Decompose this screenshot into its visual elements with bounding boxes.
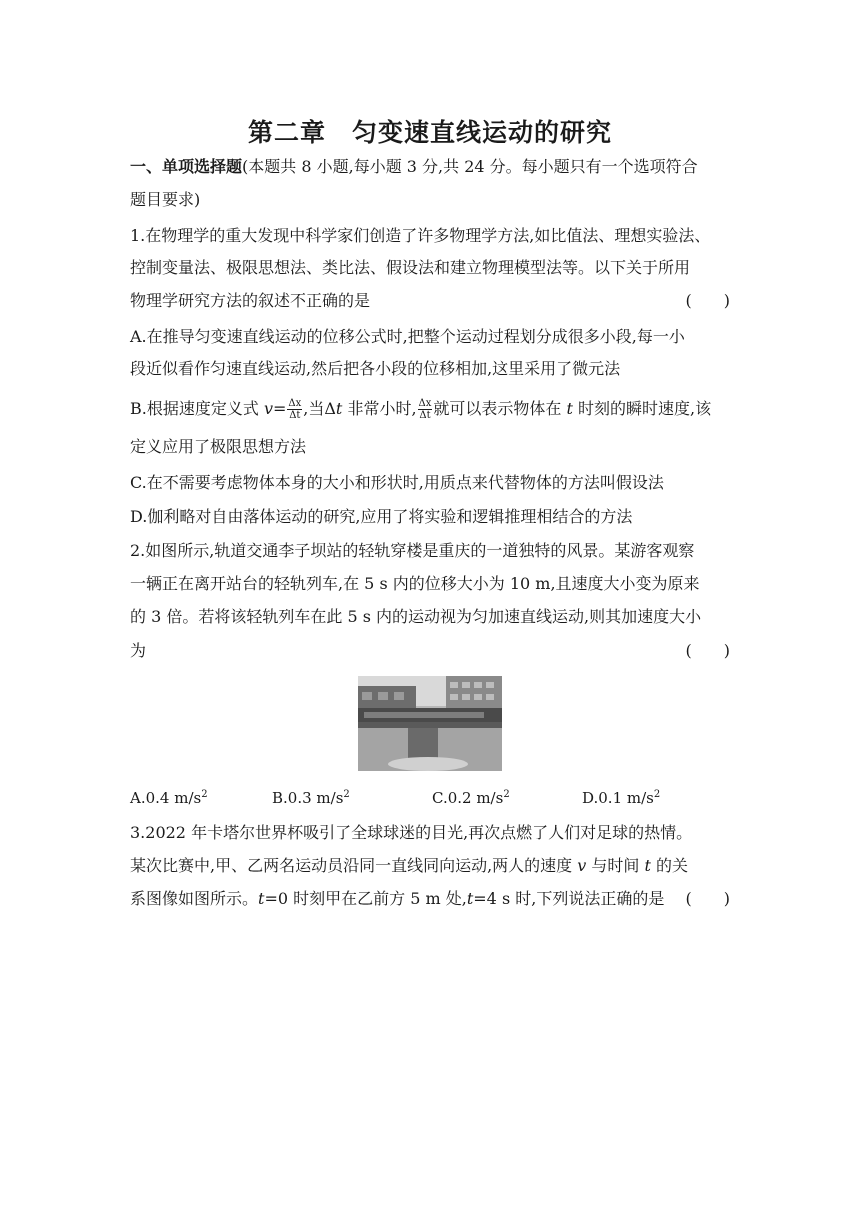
q3-line3-a: 系图像如图所示。 (130, 889, 259, 908)
fraction-denominator: Δt (419, 410, 431, 421)
q2-option-b-sup: 2 (343, 789, 350, 800)
section-desc-line2: 题目要求) (130, 190, 201, 209)
q3-answer-paren: ( ) (685, 889, 730, 908)
q2-option-b-label: B.0.3 m/s (272, 789, 344, 807)
q3-line2-c: 的关 (650, 856, 689, 875)
q3-line2-t: t (644, 856, 651, 875)
section-heading: 一、单项选择题 (130, 157, 243, 176)
q1-option-a-line1: A.在推导匀变速直线运动的位移公式时,把整个运动过程划分成很多小段,每一小 (130, 327, 685, 346)
q2-answer-paren: ( ) (685, 641, 730, 660)
q2-option-c-sup: 2 (503, 789, 510, 800)
q1-b-t2: t (566, 399, 573, 418)
q1-stem-line2: 控制变量法、极限思想法、类比法、假设法和建立物理模型法等。以下关于所用 (130, 258, 691, 277)
q2-option-d-sup: 2 (653, 789, 661, 800)
q2-option-a-label: A.0.4 m/s (130, 789, 202, 807)
q1-b-mid3: 就可以表示物体在 (433, 399, 567, 418)
q1-b-eq: = (272, 399, 287, 418)
q1-option-d: D.伽利略对自由落体运动的研究,应用了将实验和逻辑推理相结合的方法 (130, 507, 633, 526)
q1-b-t1: t (335, 399, 343, 418)
fraction-denominator: Δt (289, 410, 301, 421)
q2-option-c-label: C.0.2 m/s (432, 789, 504, 807)
q3-stem-line2 (130, 856, 730, 876)
section-heading-line (130, 157, 730, 177)
chapter-title: 第二章 匀变速直线运动的研究 (247, 118, 612, 147)
q1-b-mid2: 非常小时, (342, 399, 417, 418)
q2-stem-line3: 的 3 倍。若将该轻轨列车在此 5 s 内的运动视为匀加速直线运动,则其加速度大小 (130, 607, 702, 626)
q1-stem-line1: 1.在物理学的重大发现中科学家们创造了许多物理学方法,如比值法、理想实验法、 (130, 226, 711, 245)
q3-line3-t1: t (258, 889, 265, 908)
q2-stem-line2: 一辆正在离开站台的轻轨列车,在 5 s 内的位移大小为 10 m,且速度大小变为原来 (130, 574, 700, 593)
q1-option-c: C.在不需要考虑物体本身的大小和形状时,用质点来代替物体的方法叫假设法 (130, 473, 664, 492)
q1-option-a-line2: 段近似看作匀速直线运动,然后把各小段的位移相加,这里采用了微元法 (130, 359, 621, 378)
q1-stem-text: 物理学研究方法的叙述不正确的是 (130, 291, 371, 310)
q3-line3-c: =4 s 时,下列说法正确的是 (473, 889, 665, 908)
section-desc: (本题共 8 小题,每小题 3 分,共 24 分。每小题只有一个选项符合 (242, 157, 698, 176)
q1-b-suffix: 时刻的瞬时速度,该 (572, 399, 712, 418)
q1-answer-paren: ( ) (685, 291, 730, 310)
q1-b-prefix: B.根据速度定义式 (130, 399, 264, 418)
q2-option-d-label: D.0.1 m/s (582, 789, 654, 807)
q3-stem-line1: 3.2022 年卡塔尔世界杯吸引了全球球迷的目光,再次点燃了人们对足球的热情。 (130, 823, 693, 842)
q3-line2-v: v (577, 856, 587, 875)
q2-option-b (272, 789, 350, 807)
q2-stem-text: 为 (130, 641, 147, 660)
light-rail-photo (358, 676, 502, 771)
q1-b-mid1: ,当Δ (303, 399, 336, 418)
q2-option-a (130, 789, 208, 807)
fraction-dx-dt-2 (418, 398, 433, 421)
q2-option-d (582, 789, 660, 807)
q3-line2-a: 某次比赛中,甲、乙两名运动员沿同一直线同向运动,两人的速度 (130, 856, 578, 875)
q2-option-a-sup: 2 (201, 789, 208, 800)
q1-b-v: v (263, 399, 273, 418)
q2-stem-line4 (130, 641, 730, 661)
q1-option-b-line2: 定义应用了极限思想方法 (130, 437, 307, 456)
q1-stem-line3 (130, 291, 730, 311)
q3-line2-b: 与时间 (586, 856, 645, 875)
q2-stem-line1: 2.如图所示,轨道交通李子坝站的轻轨穿楼是重庆的一道独特的风景。某游客观察 (130, 541, 695, 560)
q3-line3-t2: t (466, 889, 474, 908)
fraction-numerator: Δx (288, 398, 302, 409)
q3-stem-line3 (130, 889, 730, 909)
fraction-dx-dt (287, 398, 302, 421)
q1-option-b-line1 (130, 398, 730, 421)
fraction-numerator: Δx (418, 398, 432, 409)
q2-option-c (432, 789, 510, 807)
q3-line3-b: =0 时刻甲在乙前方 5 m 处, (264, 889, 467, 908)
